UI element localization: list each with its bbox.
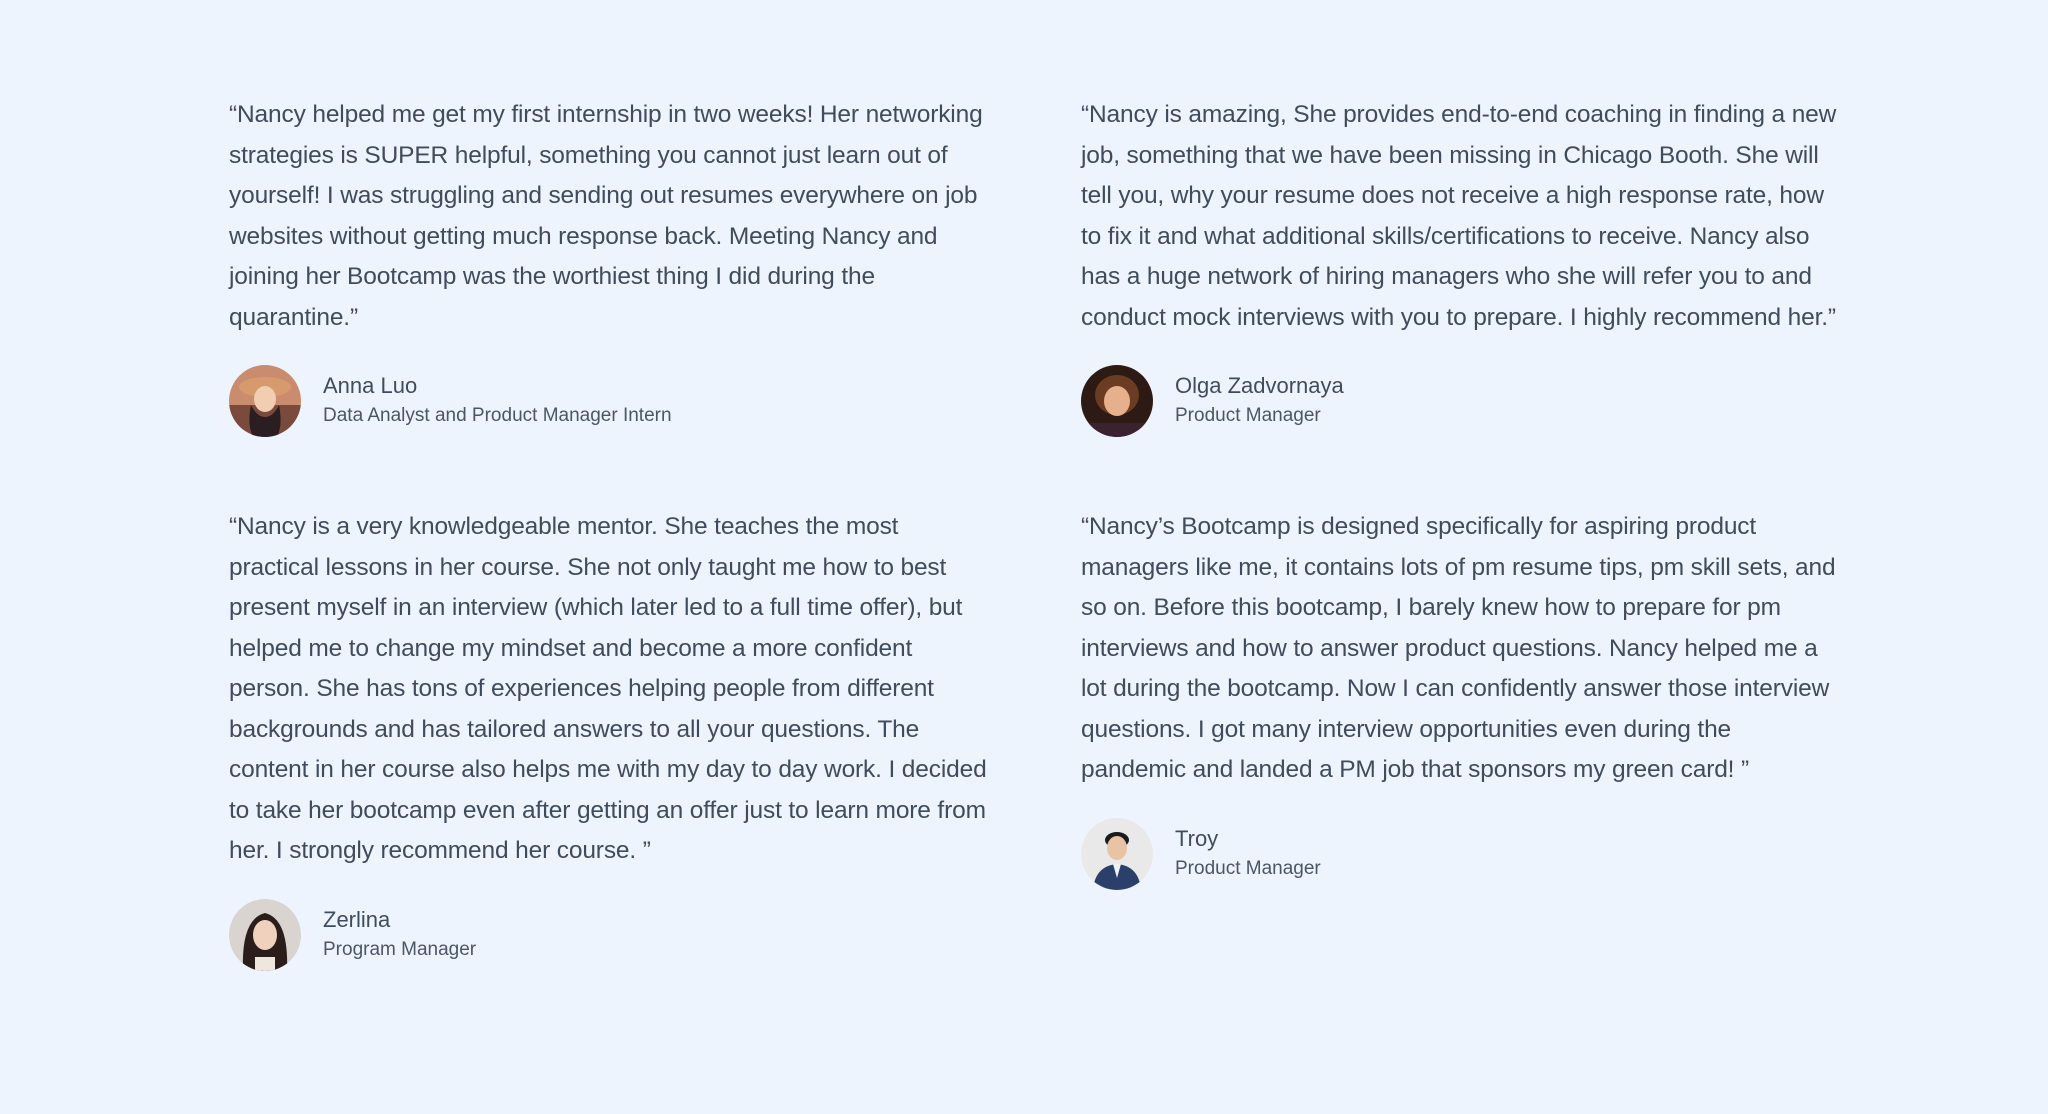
testimonial-author — [1081, 365, 1841, 437]
testimonial-author — [229, 899, 989, 971]
testimonial-card — [1081, 95, 1841, 437]
testimonial-quote: “Nancy’s Bootcamp is designed specifically for aspiring product managers like me, it contains lots of pm resume tips, pm skill sets, and so on. Before this bootcamp, I barely knew how to prepare for pm interviews and how to answer product questions. Nancy helped me a lot during the bootcamp. Now I can confidently answer those interview questions. I got many interview opportunities even during the pandemic and landed a PM job that sponsors my green card! ” — [1081, 513, 1836, 783]
testimonial-author — [1081, 818, 1841, 890]
testimonial-quote: “Nancy helped me get my first internship in two weeks! Her networking strategies is SUPER helpful, something you cannot just learn out of yourself! I was struggling and sending out resumes everywhere on job websites without getting much response back. Meeting Nancy and joining her Bootcamp was the worthiest thing I did during the quarantine.” — [229, 101, 983, 331]
author-name: Zerlina — [323, 906, 391, 932]
author-name: Anna Luo — [323, 373, 418, 398]
avatar — [229, 899, 301, 971]
author-name: Olga Zadvornaya — [1175, 373, 1344, 398]
testimonial-card — [229, 507, 989, 971]
avatar — [1081, 818, 1153, 890]
author-role: Product Manager — [1175, 405, 1321, 426]
testimonial-card — [229, 95, 989, 437]
avatar — [229, 365, 301, 437]
testimonial-quote: “Nancy is amazing, She provides end-to-end coaching in finding a new job, something that we have been missing in Chicago Booth. She will tell you, why your resume does not receive a high response rate, how to fix it and what additional skills/certifications to receive. Nancy also has a huge network of hiring managers who she will refer you to and conduct mock interviews with you to prepare. I highly recommend her.” — [1081, 101, 1837, 331]
testimonial-quote: “Nancy is a very knowledgeable mentor. She teaches the most practical lessons in her course. She not only taught me how to best present myself in an interview (which later led to a full time offer), but helped me to change my mindset and become a more confident person. She has tons of experiences helping people from different backgrounds and has tailored answers to all your questions. The content in her course also helps me with my day to day work. I decided to take her bootcamp even after getting an offer just to learn more from her. I strongly recommend her course. ” — [229, 513, 987, 864]
testimonials-grid — [229, 95, 1839, 971]
testimonial-author — [229, 365, 989, 437]
testimonial-card — [1081, 507, 1841, 971]
author-name: Troy — [1175, 825, 1219, 851]
author-role: Data Analyst and Product Manager Intern — [323, 405, 672, 426]
author-role: Product Manager — [1175, 857, 1321, 879]
avatar — [1081, 365, 1153, 437]
author-role: Program Manager — [323, 938, 477, 960]
